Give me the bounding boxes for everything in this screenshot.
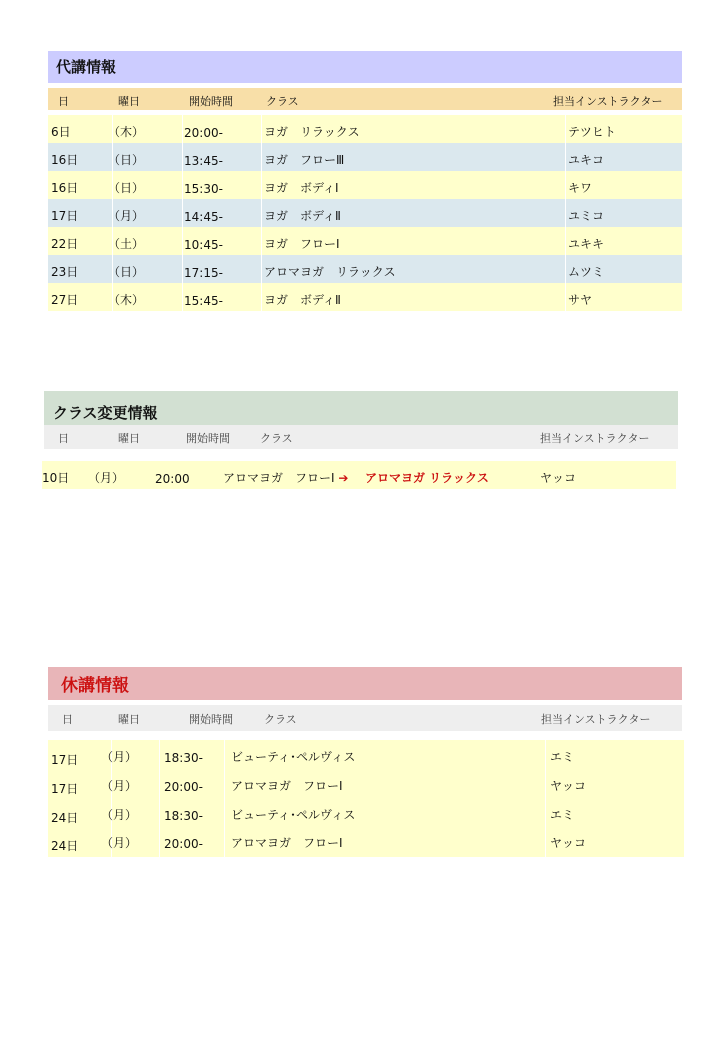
header-weekday: 曜日	[118, 432, 140, 445]
cell-class: ヨガ フローⅠ	[264, 237, 340, 251]
cell-class: ヨガ ボディⅡ	[264, 293, 341, 307]
substitute-title: 代講情報	[48, 51, 682, 83]
header-instructor: 担当インストラクター	[540, 432, 650, 445]
cell-instructor: ヤッコ	[540, 471, 577, 485]
cell-class: アロマヨガ リラックス	[264, 265, 396, 279]
cell-time: 20:00	[155, 472, 190, 486]
cell-instructor: テツヒト	[568, 125, 616, 139]
cell-old-class	[223, 469, 348, 486]
cell-weekday: （木）	[108, 125, 145, 139]
cell-class: ビューティ･ペルヴィス	[231, 808, 356, 822]
cancellation-header-row	[48, 705, 682, 731]
cell-time: 20:00-	[164, 780, 203, 794]
cancellation-rows	[48, 740, 684, 857]
header-instructor: 担当インストラクター	[541, 713, 651, 726]
table-row	[48, 255, 682, 283]
cell-day: 17日	[51, 782, 79, 796]
header-instructor: 担当インストラクター	[553, 95, 663, 108]
cell-day: 22日	[51, 237, 79, 251]
cell-instructor: ヤッコ	[550, 779, 587, 793]
substitute-section	[48, 51, 682, 311]
cell-time: 18:30-	[164, 809, 203, 823]
cell-class: ヨガ フローⅢ	[264, 153, 345, 167]
class-change-title: クラス変更情報	[44, 391, 678, 425]
cell-time: 17:15-	[184, 266, 223, 280]
header-day: 日	[58, 95, 69, 108]
cell-instructor: ユキコ	[568, 153, 605, 167]
cell-weekday: （日）	[108, 153, 145, 167]
cell-time: 15:45-	[184, 294, 223, 308]
cell-instructor: ムツミ	[568, 265, 605, 279]
cell-weekday: （月）	[88, 471, 125, 485]
cell-time: 18:30-	[164, 751, 203, 765]
header-class: クラス	[260, 432, 293, 445]
table-row	[48, 227, 682, 255]
cell-class: ヨガ リラックス	[264, 125, 360, 139]
header-weekday: 曜日	[118, 95, 140, 108]
old-class-label: アロマヨガ フローⅠ	[223, 471, 335, 485]
cell-day: 23日	[51, 265, 79, 279]
cell-weekday: （月）	[101, 836, 138, 850]
substitute-rows	[48, 115, 682, 311]
cell-time: 15:30-	[184, 182, 223, 196]
cancellation-section	[48, 667, 682, 857]
table-row	[48, 740, 684, 771]
cell-day: 17日	[51, 753, 79, 767]
cell-instructor: キワ	[568, 181, 593, 195]
table-row	[48, 143, 682, 171]
cell-instructor: ユキキ	[568, 237, 605, 251]
table-row	[48, 829, 684, 857]
cell-weekday: （土）	[108, 237, 145, 251]
cell-weekday: （日）	[108, 265, 145, 279]
cell-class: ビューティ･ペルヴィス	[231, 750, 356, 764]
cell-day: 24日	[51, 811, 79, 825]
cell-time: 20:00-	[184, 126, 223, 140]
cell-instructor: エミ	[550, 808, 575, 822]
cell-time: 14:45-	[184, 210, 223, 224]
cell-weekday: （月）	[101, 779, 138, 793]
table-row	[48, 771, 684, 800]
header-start-time: 開始時間	[189, 713, 233, 726]
cell-day: 10日	[42, 471, 70, 485]
cell-day: 16日	[51, 153, 79, 167]
cell-weekday: （木）	[108, 293, 145, 307]
cell-class: アロマヨガ フローⅠ	[231, 779, 343, 793]
table-row	[48, 283, 682, 311]
cancellation-title: 休講情報	[48, 667, 682, 700]
cell-class: ヨガ ボディⅡ	[264, 209, 341, 223]
cell-time: 10:45-	[184, 238, 223, 252]
header-start-time: 開始時間	[189, 95, 233, 108]
header-class: クラス	[266, 95, 299, 108]
table-row	[48, 199, 682, 227]
cell-weekday: （日）	[108, 181, 145, 195]
substitute-header-row	[48, 88, 682, 110]
header-day: 日	[62, 713, 73, 726]
cell-time: 20:00-	[164, 837, 203, 851]
cell-day: 24日	[51, 839, 79, 853]
cell-weekday: （月）	[108, 209, 145, 223]
cell-instructor: エミ	[550, 750, 575, 764]
table-row	[48, 800, 684, 829]
arrow-right-icon: ➔	[338, 471, 349, 485]
class-change-header-row	[44, 425, 678, 449]
cell-weekday: （月）	[101, 750, 138, 764]
header-weekday: 曜日	[118, 713, 140, 726]
table-row	[42, 461, 676, 489]
cell-instructor: ヤッコ	[550, 836, 587, 850]
header-class: クラス	[264, 713, 297, 726]
cell-instructor: サヤ	[568, 293, 593, 307]
cell-weekday: （月）	[101, 808, 138, 822]
cell-day: 17日	[51, 209, 79, 223]
cell-day: 27日	[51, 293, 79, 307]
cell-day: 6日	[51, 125, 71, 139]
header-day: 日	[58, 432, 69, 445]
cell-day: 16日	[51, 181, 79, 195]
cell-class: アロマヨガ フローⅠ	[231, 836, 343, 850]
cell-instructor: ユミコ	[568, 209, 605, 223]
table-row	[48, 171, 682, 199]
cell-new-class: アロマヨガ リラックス	[365, 471, 489, 485]
cell-class: ヨガ ボディⅠ	[264, 181, 339, 195]
cell-time: 13:45-	[184, 154, 223, 168]
class-change-section	[44, 391, 678, 489]
table-row	[48, 115, 682, 143]
header-start-time: 開始時間	[186, 432, 230, 445]
